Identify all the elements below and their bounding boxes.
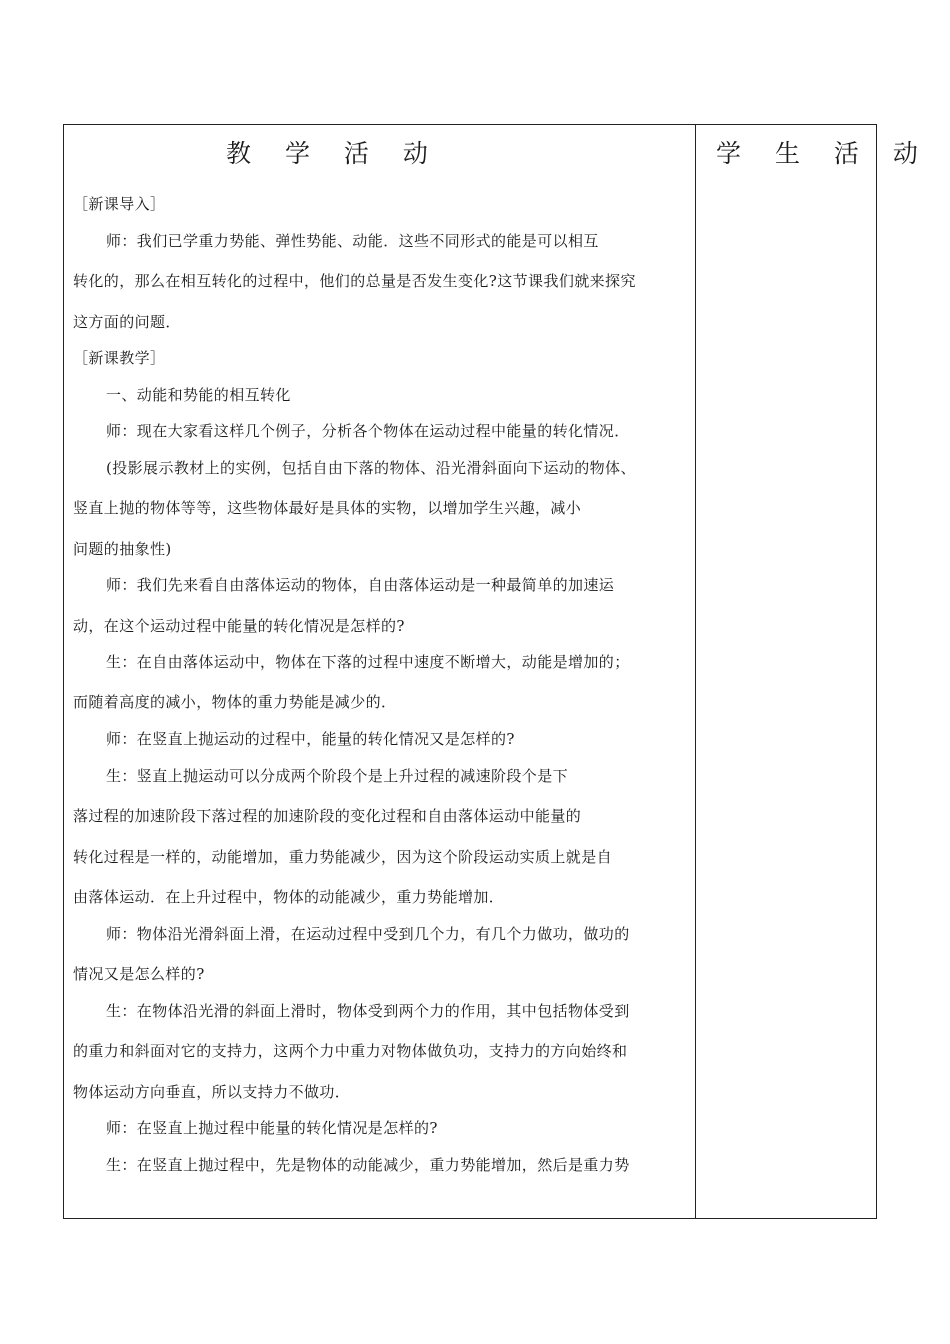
text-line: 转化的，那么在相互转化的过程中，他们的总量是否发生变化?这节课我们就来探究 [73, 272, 636, 290]
text-line: 师：我们先来看自由落体运动的物体，自由落体运动是一种最简单的加速运 [106, 576, 615, 594]
student-activity-header: 学 生 活 动 [716, 139, 931, 168]
section-label-new-lesson-intro: ［新课导入］ [73, 195, 166, 213]
text-line: 由落体运动．在上升过程中，物体的动能减少，重力势能增加． [73, 888, 505, 906]
text-line: 而随着高度的减小，物体的重力势能是减少的． [73, 693, 397, 711]
section-label-new-lesson-teaching: ［新课教学］ [73, 349, 166, 367]
text-line: 情况又是怎么样的? [73, 965, 205, 983]
text-line: 师：在竖直上抛过程中能量的转化情况是怎样的? [106, 1119, 438, 1137]
text-line: 转化过程是一样的，动能增加，重力势能减少，因为这个阶段运动实质上就是自 [73, 848, 613, 866]
text-line: 师：在竖直上抛运动的过程中，能量的转化情况又是怎样的? [106, 730, 515, 748]
text-line: 物体运动方向垂直，所以支持力不做功． [73, 1083, 351, 1101]
subsection-heading: 一、动能和势能的相互转化 [106, 386, 291, 404]
text-line: 生：在物体沿光滑的斜面上滑时，物体受到两个力的作用，其中包括物体受到 [106, 1002, 630, 1020]
text-line: 竖直上抛的物体等等，这些物体最好是具体的实物，以增加学生兴趣，减小 [73, 499, 582, 517]
text-line: 问题的抽象性) [73, 540, 172, 558]
text-line: (投影展示教材上的实例，包括自由下落的物体、沿光滑斜面向下运动的物体、 [106, 459, 636, 477]
text-line: 生：在竖直上抛过程中，先是物体的动能减少，重力势能增加，然后是重力势 [106, 1156, 630, 1174]
text-line: 的重力和斜面对它的支持力，这两个力中重力对物体做负功，支持力的方向始终和 [73, 1042, 628, 1060]
text-line: 生：在自由落体运动中，物体在下落的过程中速度不断增大，动能是增加的； [106, 653, 630, 671]
text-line: 师：我们已学重力势能、弹性势能、动能．这些不同形式的能是可以相互 [106, 232, 599, 250]
teacher-activity-header: 教 学 活 动 [226, 139, 441, 168]
text-line: 动，在这个运动过程中能量的转化情况是怎样的? [73, 617, 405, 635]
text-line: 师：物体沿光滑斜面上滑，在运动过程中受到几个力，有几个力做功，做功的 [106, 925, 630, 943]
text-line: 师：现在大家看这样几个例子，分析各个物体在运动过程中能量的转化情况． [106, 422, 630, 440]
text-line: 生：竖直上抛运动可以分成两个阶段个是上升过程的减速阶段个是下 [106, 767, 569, 785]
column-divider [695, 124, 696, 1219]
text-line: 这方面的问题． [73, 313, 181, 331]
text-line: 落过程的加速阶段下落过程的加速阶段的变化过程和自由落体运动中能量的 [73, 807, 582, 825]
